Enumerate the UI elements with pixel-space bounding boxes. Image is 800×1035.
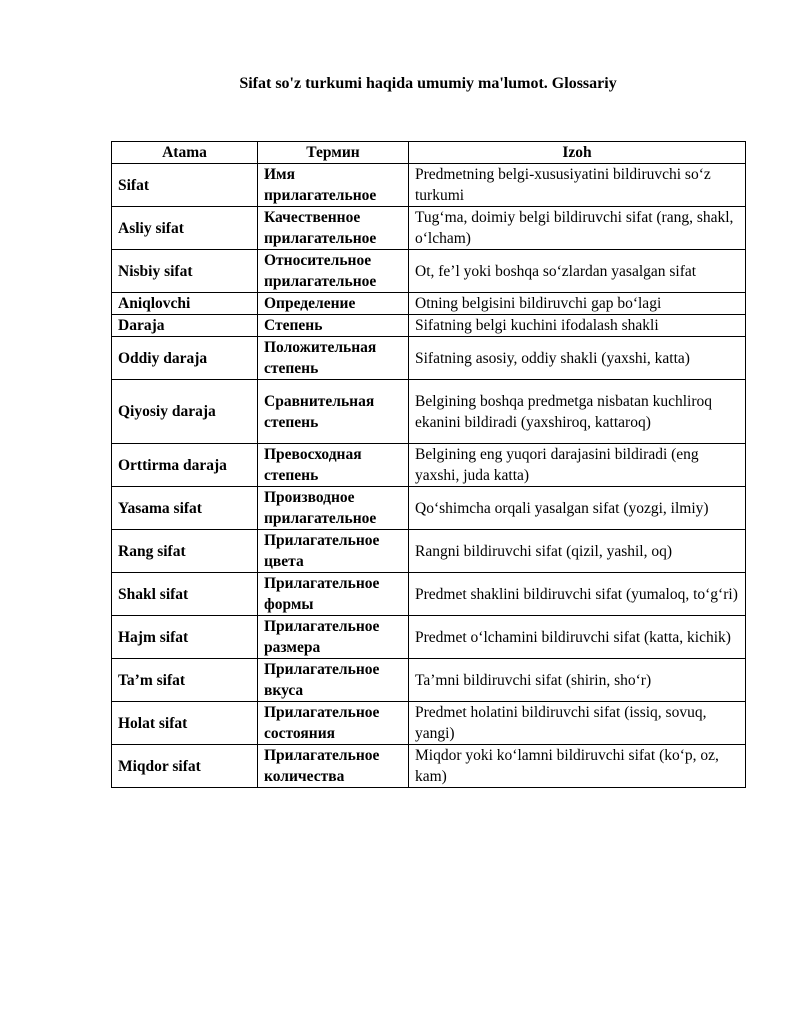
table-row bbox=[112, 164, 746, 207]
term-description: Belgining boshqa predmetga nisbatan kuchliroq ekanini bildiradi (yaxshiroq, kattaroq) bbox=[409, 380, 746, 444]
term-uzbek: Sifat bbox=[112, 164, 258, 207]
term-uzbek: Aniqlovchi bbox=[112, 293, 258, 315]
table-row bbox=[112, 315, 746, 337]
term-uzbek: Ta’m sifat bbox=[112, 659, 258, 702]
table-row bbox=[112, 659, 746, 702]
table-row bbox=[112, 250, 746, 293]
column-header-termin: Термин bbox=[258, 142, 409, 164]
term-russian: Качественное прилагательное bbox=[258, 207, 409, 250]
term-uzbek: Daraja bbox=[112, 315, 258, 337]
term-russian: Относительное прилагательное bbox=[258, 250, 409, 293]
term-uzbek: Qiyosiy daraja bbox=[112, 380, 258, 444]
table-header-row bbox=[112, 142, 746, 164]
term-uzbek: Orttirma daraja bbox=[112, 444, 258, 487]
term-russian: Прилагательное вкуса bbox=[258, 659, 409, 702]
term-description: Sifatning belgi kuchini ifodalash shakli bbox=[409, 315, 746, 337]
term-russian: Имя прилагательное bbox=[258, 164, 409, 207]
term-russian: Прилагательное количества bbox=[258, 745, 409, 788]
term-russian: Положительная степень bbox=[258, 337, 409, 380]
term-description: Predmet o‘lchamini bildiruvchi sifat (katta, kichik) bbox=[409, 616, 746, 659]
term-russian: Прилагательное состояния bbox=[258, 702, 409, 745]
term-description: Qo‘shimcha orqali yasalgan sifat (yozgi, ilmiy) bbox=[409, 487, 746, 530]
term-description: Predmet shaklini bildiruvchi sifat (yumaloq, to‘g‘ri) bbox=[409, 573, 746, 616]
term-russian: Степень bbox=[258, 315, 409, 337]
term-description: Ta’mni bildiruvchi sifat (shirin, sho‘r) bbox=[409, 659, 746, 702]
table-row bbox=[112, 380, 746, 444]
term-uzbek: Shakl sifat bbox=[112, 573, 258, 616]
term-uzbek: Nisbiy sifat bbox=[112, 250, 258, 293]
term-russian: Прилагательное цвета bbox=[258, 530, 409, 573]
table-row bbox=[112, 573, 746, 616]
term-uzbek: Rang sifat bbox=[112, 530, 258, 573]
term-russian: Сравнительная степень bbox=[258, 380, 409, 444]
column-header-atama: Atama bbox=[112, 142, 258, 164]
term-description: Rangni bildiruvchi sifat (qizil, yashil, oq) bbox=[409, 530, 746, 573]
glossary-table bbox=[111, 141, 746, 788]
term-description: Miqdor yoki ko‘lamni bildiruvchi sifat (ko‘p, oz, kam) bbox=[409, 745, 746, 788]
table-row bbox=[112, 487, 746, 530]
term-russian: Производное прилагательное bbox=[258, 487, 409, 530]
table-row bbox=[112, 207, 746, 250]
term-uzbek: Hajm sifat bbox=[112, 616, 258, 659]
table-row bbox=[112, 745, 746, 788]
term-uzbek: Yasama sifat bbox=[112, 487, 258, 530]
term-russian: Определение bbox=[258, 293, 409, 315]
term-russian: Прилагательное размера bbox=[258, 616, 409, 659]
term-description: Ot, fe’l yoki boshqa so‘zlardan yasalgan sifat bbox=[409, 250, 746, 293]
table-row bbox=[112, 444, 746, 487]
term-description: Tug‘ma, doimiy belgi bildiruvchi sifat (rang, shakl, o‘lcham) bbox=[409, 207, 746, 250]
term-description: Otning belgisini bildiruvchi gap bo‘lagi bbox=[409, 293, 746, 315]
term-russian: Превосходная степень bbox=[258, 444, 409, 487]
term-uzbek: Holat sifat bbox=[112, 702, 258, 745]
table-row bbox=[112, 616, 746, 659]
term-uzbek: Miqdor sifat bbox=[112, 745, 258, 788]
term-russian: Прилагательное формы bbox=[258, 573, 409, 616]
table-row bbox=[112, 293, 746, 315]
page-title: Sifat so'z turkumi haqida umumiy ma'lumot. Glossariy bbox=[239, 75, 617, 92]
term-description: Predmet holatini bildiruvchi sifat (issiq, sovuq, yangi) bbox=[409, 702, 746, 745]
column-header-izoh: Izoh bbox=[409, 142, 746, 164]
term-description: Belgining eng yuqori darajasini bildiradi (eng yaxshi, juda katta) bbox=[409, 444, 746, 487]
term-description: Sifatning asosiy, oddiy shakli (yaxshi, katta) bbox=[409, 337, 746, 380]
term-description: Predmetning belgi-xususiyatini bildiruvchi so‘z turkumi bbox=[409, 164, 746, 207]
term-uzbek: Oddiy daraja bbox=[112, 337, 258, 380]
term-uzbek: Asliy sifat bbox=[112, 207, 258, 250]
table-row bbox=[112, 702, 746, 745]
table-row bbox=[112, 337, 746, 380]
table-row bbox=[112, 530, 746, 573]
